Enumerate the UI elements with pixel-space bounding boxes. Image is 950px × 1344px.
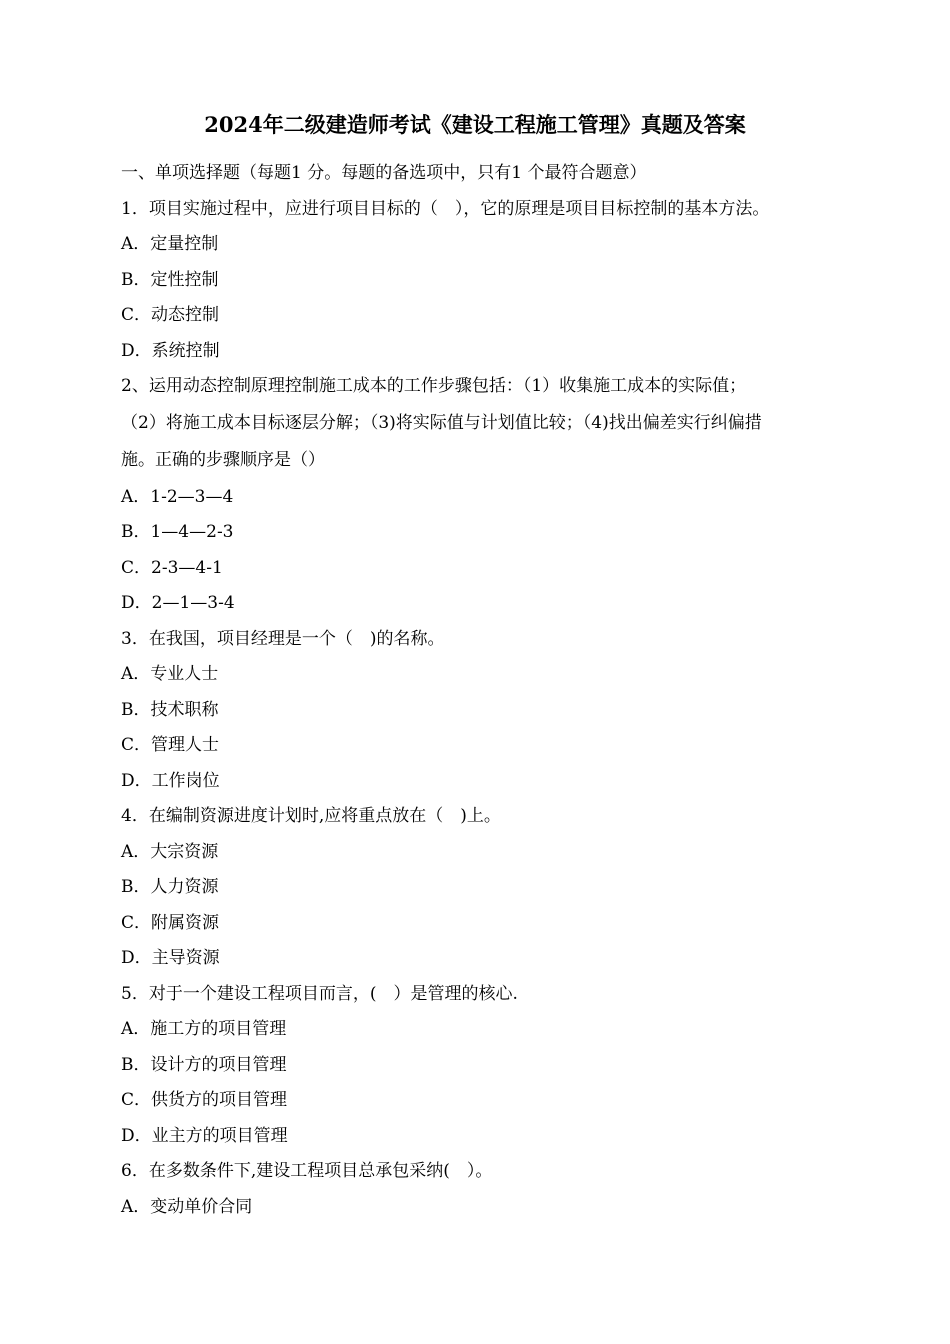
question-stem-line: 2、运用动态控制原理控制施工成本的工作步骤包括：（1）收集施工成本的实际值； — [121, 376, 747, 396]
option-a: A．专业人士 — [121, 664, 219, 684]
section-heading: 一、单项选择题（每题1 分。每题的备选项中，只有1 个最符合题意） — [121, 163, 647, 183]
option-b: B．技术职称 — [121, 700, 219, 720]
option-c: C．供货方的项目管理 — [121, 1090, 288, 1110]
question-stem: 1．项目实施过程中，应进行项目目标的（ ），它的原理是项目目标控制的基本方法。 — [121, 199, 770, 219]
question-stem-line: （2）将施工成本目标逐层分解；（3)将实际值与计划值比较；（4)找出偏差实行纠偏措 — [121, 413, 762, 433]
option-b: B．定性控制 — [121, 270, 219, 290]
option-d: D．系统控制 — [121, 341, 220, 361]
option-c: C．管理人士 — [121, 735, 220, 755]
option-b: B．设计方的项目管理 — [121, 1055, 287, 1075]
question-stem: 3．在我国，项目经理是一个（ )的名称。 — [121, 629, 445, 649]
question-stem: 4．在编制资源进度计划时,应将重点放在（ )上。 — [121, 806, 501, 826]
document-title: 2024年二级建造师考试《建设工程施工管理》真题及答案 — [204, 112, 746, 137]
option-a: A．定量控制 — [121, 234, 219, 254]
option-c: C．附属资源 — [121, 913, 220, 933]
option-d: D．主导资源 — [121, 948, 220, 968]
option-d: D．业主方的项目管理 — [121, 1126, 288, 1146]
question-stem: 6．在多数条件下,建设工程项目总承包采纳( ）。 — [121, 1161, 493, 1181]
option-b: B．人力资源 — [121, 877, 219, 897]
option-a: A．大宗资源 — [121, 842, 219, 862]
option-c: C．2-3—4-1 — [121, 558, 223, 578]
option-a: A．变动单价合同 — [121, 1197, 253, 1217]
question-stem-line: 施。正确的步骤顺序是（） — [121, 450, 325, 470]
question-stem: 5．对于一个建设工程项目而言，( ）是管理的核心. — [121, 984, 518, 1004]
option-c: C．动态控制 — [121, 305, 220, 325]
option-d: D．2—1—3-4 — [121, 593, 235, 613]
option-a: A．施工方的项目管理 — [121, 1019, 287, 1039]
option-a: A．1-2—3—4 — [121, 487, 234, 507]
option-b: B．1—4—2-3 — [121, 522, 234, 542]
option-d: D．工作岗位 — [121, 771, 220, 791]
